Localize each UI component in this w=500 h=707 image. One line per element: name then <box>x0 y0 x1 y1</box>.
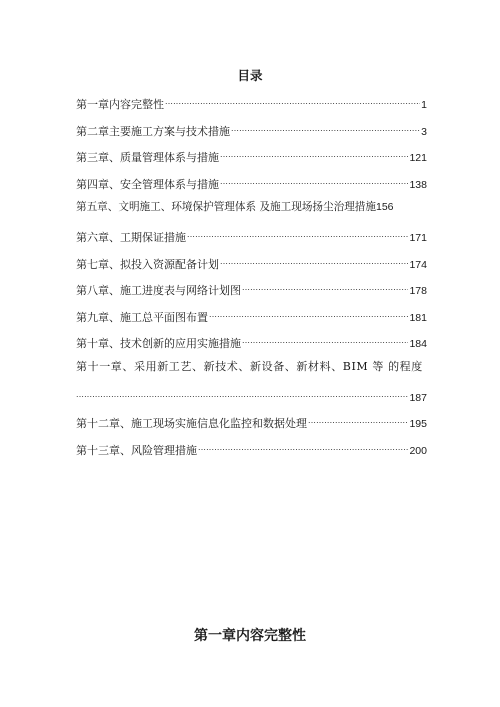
toc-entry-label: 第五章、文明施工、环境保护管理体系 及施工现场扬尘治理措施 <box>76 201 376 214</box>
toc-entry-label: 第十一章、采用新工艺、新技术、新设备、新材料、BIM 等 的程度 <box>76 359 423 373</box>
toc-entry-label: 第十二章、施工现场实施信息化监控和数据处理 <box>76 417 307 431</box>
toc-entry-page: 1 <box>421 99 427 111</box>
toc-entry[interactable] <box>76 359 427 404</box>
toc-entry-page: 187 <box>409 391 427 404</box>
toc-entry-page: 171 <box>409 231 427 244</box>
toc-entry-label: 第九章、施工总平面图布置 <box>76 310 208 324</box>
toc-entry-page: 121 <box>409 152 427 165</box>
toc-entry[interactable] <box>76 147 427 165</box>
toc-entry[interactable] <box>76 307 427 324</box>
toc-entry-page: 200 <box>409 444 427 457</box>
toc-entry-continuation <box>76 387 427 404</box>
toc-entry[interactable] <box>76 413 427 431</box>
dot-leader <box>242 280 408 294</box>
chapter-heading: 第一章内容完整性 <box>194 628 306 644</box>
toc-entry[interactable] <box>76 280 427 298</box>
toc-entry-label: 第七章、拟投入资源配备计划 <box>76 257 219 271</box>
dot-leader <box>165 94 420 108</box>
toc-entry[interactable] <box>76 94 427 111</box>
toc-entry-page: 3 <box>421 125 427 138</box>
dot-leader <box>308 413 408 427</box>
dot-leader <box>209 307 408 321</box>
dot-leader <box>187 227 408 241</box>
toc-entry[interactable] <box>76 227 427 244</box>
toc-entry-page: 181 <box>409 311 427 324</box>
toc-entry[interactable] <box>76 440 427 457</box>
toc-entry-page: 174 <box>409 258 427 271</box>
toc-entry[interactable] <box>76 174 427 191</box>
toc-entry[interactable] <box>76 121 427 138</box>
toc-entry-page: 184 <box>409 338 427 351</box>
dot-leader <box>76 387 408 401</box>
toc-entry-label: 第二章主要施工方案与技术措施 <box>76 124 230 138</box>
toc-entry[interactable] <box>76 333 427 351</box>
toc-entry[interactable] <box>76 200 427 214</box>
toc-entry-label: 第三章、质量管理体系与措施 <box>76 151 219 165</box>
toc-entry-label: 第八章、施工进度表与网络计划图 <box>76 284 241 298</box>
dot-leader <box>231 121 420 135</box>
toc-entry-page: 138 <box>409 178 427 191</box>
toc-entry[interactable] <box>76 254 427 271</box>
dot-leader <box>220 174 408 188</box>
toc-entry-label: 第一章内容完整性 <box>76 98 164 111</box>
dot-leader <box>220 254 408 268</box>
toc-entry-label: 第四章、安全管理体系与措施 <box>76 177 219 191</box>
dot-leader <box>198 440 408 454</box>
toc-entry-label: 第十三章、风险管理措施 <box>76 443 197 457</box>
toc-entry-page: 195 <box>409 418 427 431</box>
toc-entry-label: 第十章、技术创新的应用实施措施 <box>76 337 241 351</box>
toc-entry-label: 第六章、工期保证措施 <box>76 230 186 244</box>
toc-title: 目录 <box>237 68 263 83</box>
toc-entry-page: 178 <box>409 285 427 298</box>
toc-entry-page: 156 <box>376 201 394 214</box>
dot-leader <box>242 333 408 347</box>
dot-leader <box>220 147 408 161</box>
table-of-contents <box>76 94 427 466</box>
